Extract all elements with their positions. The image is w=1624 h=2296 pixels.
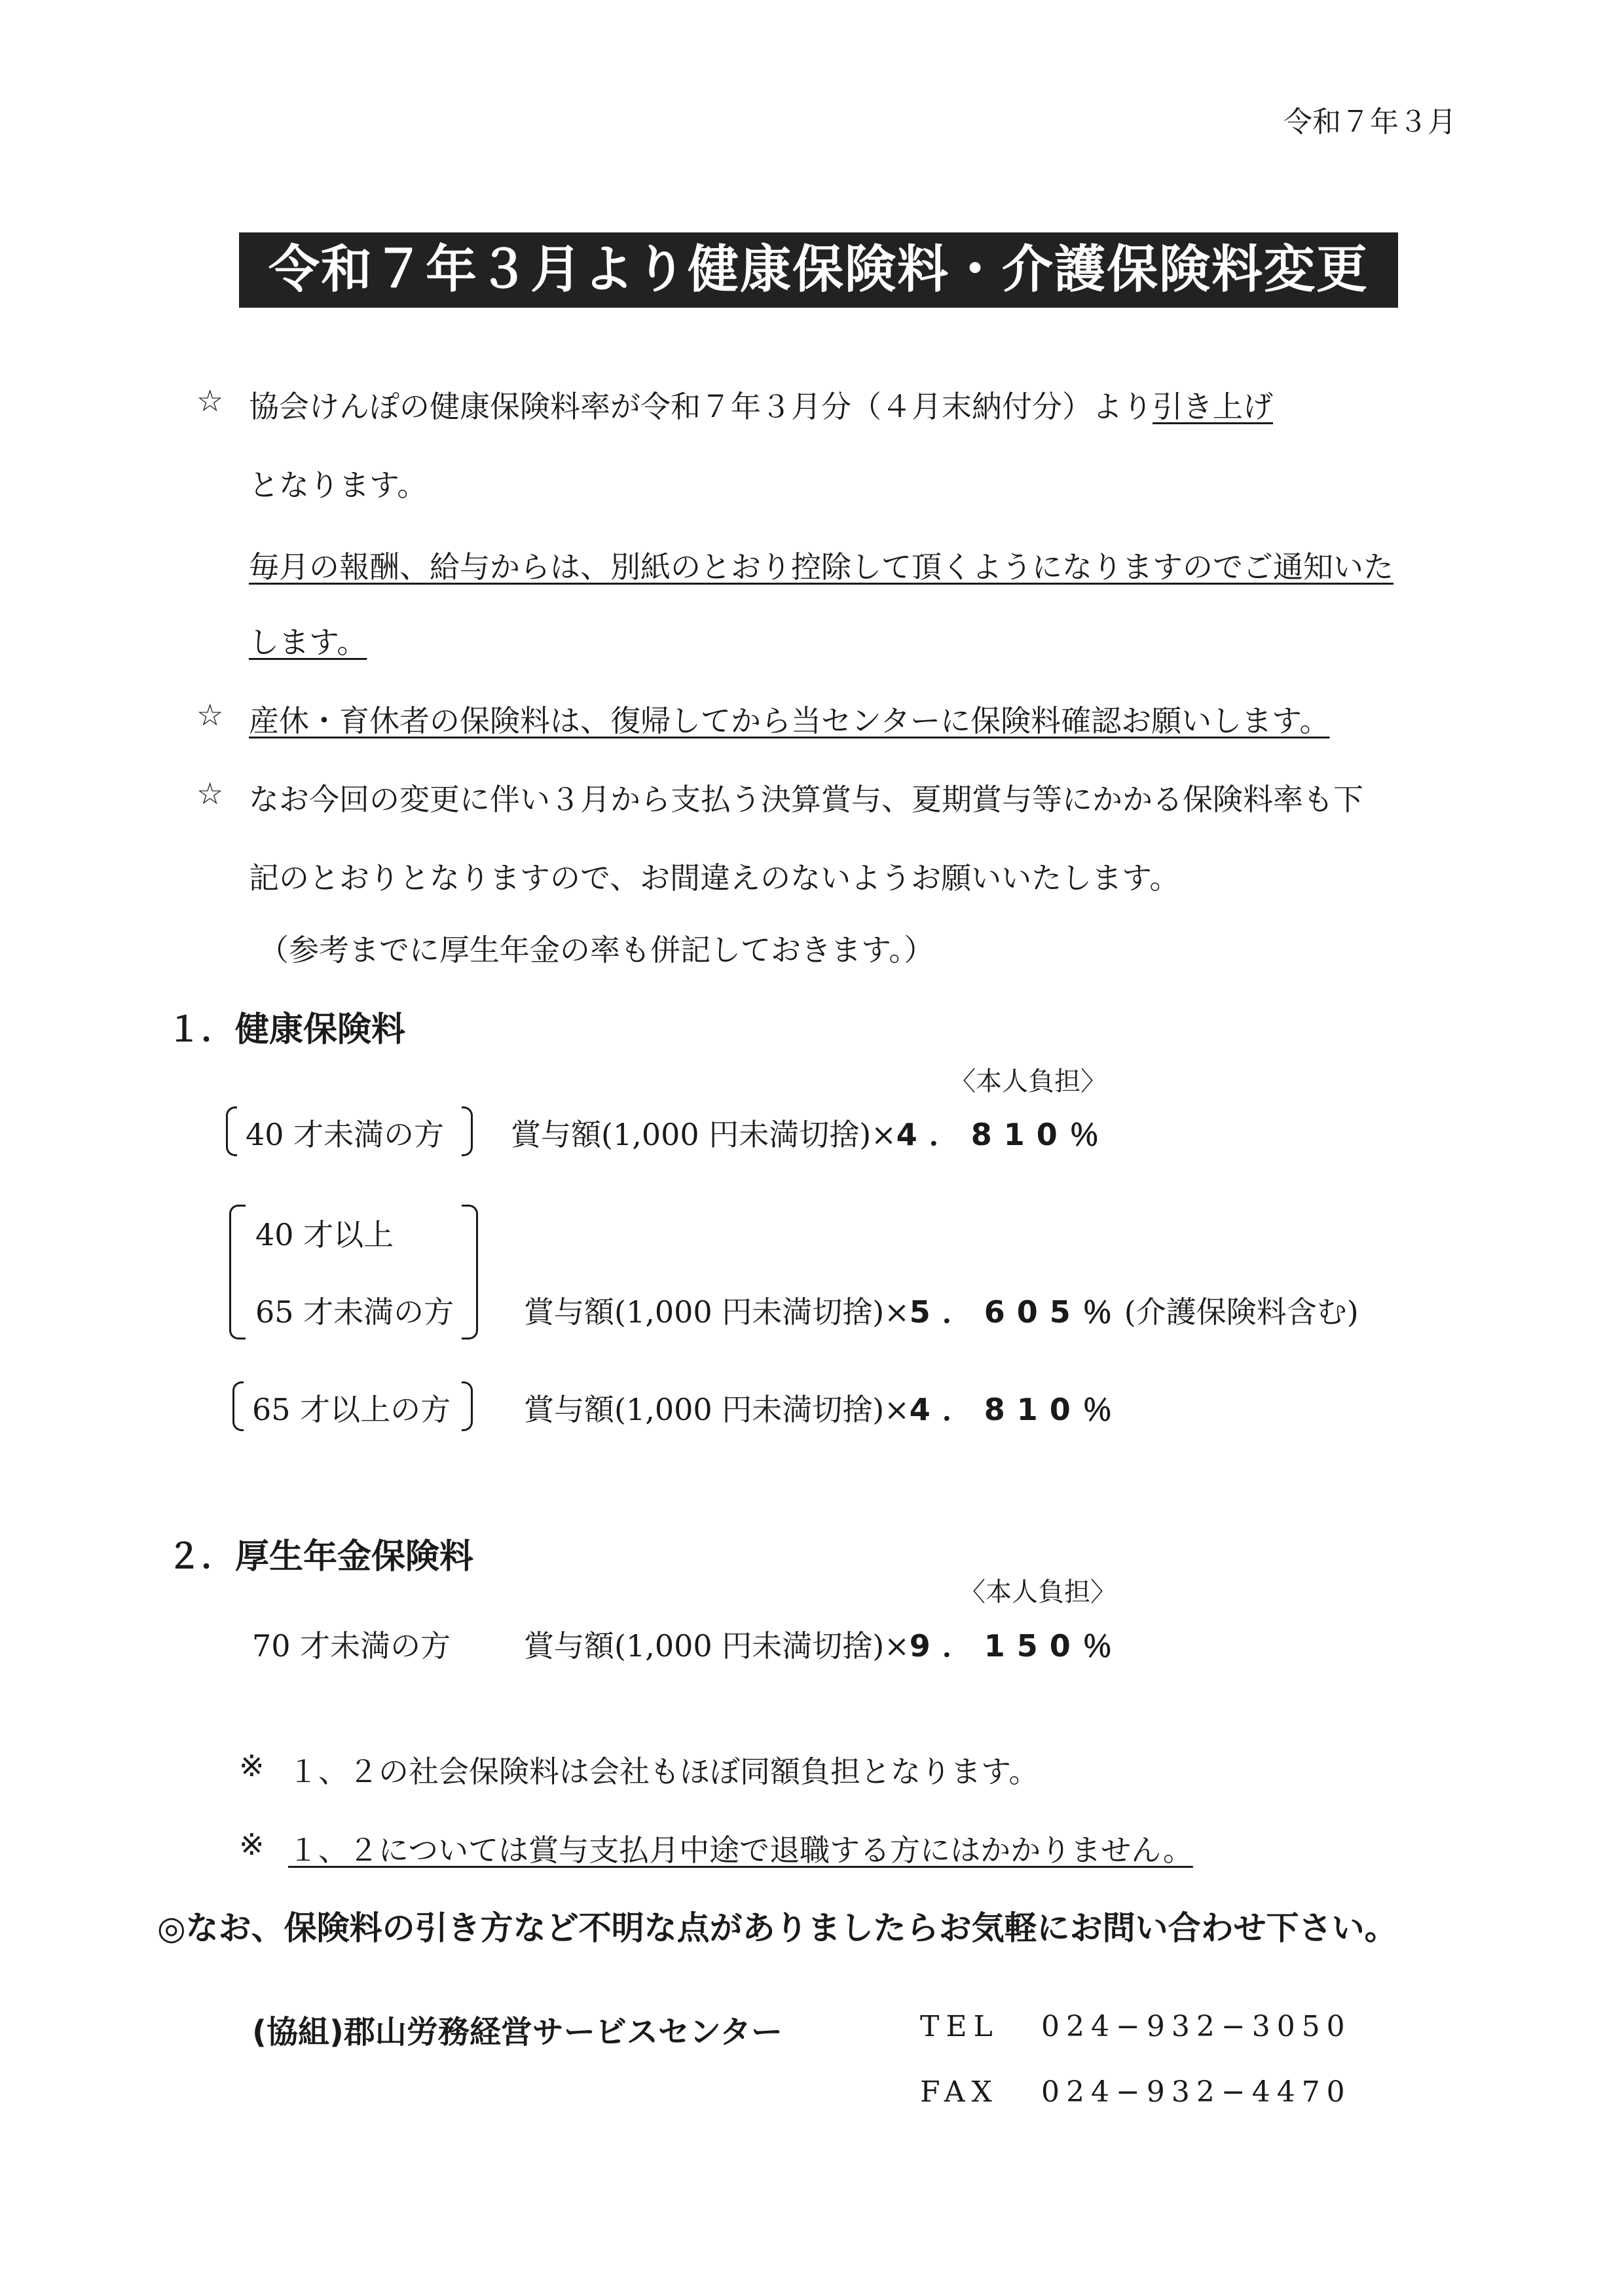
document-title: 令和７年３月より健康保険料・介護保険料変更 bbox=[239, 232, 1398, 308]
note-mark: ※ bbox=[239, 1748, 265, 1783]
section2-rate: 9．150％ bbox=[909, 1628, 1124, 1664]
star-bullet-icon: ☆ bbox=[196, 697, 224, 733]
row3-formula bbox=[524, 1386, 1124, 1429]
document-date: 令和７年３月 bbox=[1283, 105, 1456, 139]
bullet1-line1 bbox=[249, 383, 1273, 426]
bullet3-line3: （参考までに厚生年金の率も併記しておきます。） bbox=[259, 932, 934, 968]
note-mark: ※ bbox=[239, 1827, 265, 1862]
left-bracket bbox=[232, 1381, 244, 1431]
row2-note: (介護保険料含む) bbox=[1124, 1294, 1359, 1330]
tel-label: TEL bbox=[920, 2010, 999, 2043]
star-bullet-icon: ☆ bbox=[196, 776, 224, 811]
row2-age-group-line1: 40 才以上 bbox=[255, 1217, 394, 1252]
row1-formula-text: 賞与額(1,000 円未満切捨)× bbox=[511, 1117, 896, 1152]
tel-number: 024−932−3050 bbox=[1041, 2010, 1352, 2043]
fax-label: FAX bbox=[920, 2075, 999, 2109]
right-bracket bbox=[462, 1381, 473, 1431]
left-bracket bbox=[229, 1205, 246, 1339]
section2-formula bbox=[524, 1622, 1124, 1666]
row2-rate: 5．605％ bbox=[909, 1294, 1124, 1330]
section1-heading: １．健康保険料 bbox=[167, 1010, 406, 1049]
bullet1-line3: 毎月の報酬、給与からは、別紙のとおり控除して頂くようになりますのでご通知いた bbox=[249, 549, 1393, 585]
star-bullet-icon: ☆ bbox=[196, 383, 224, 418]
closing-note: ◎なお、保険料の引き方など不明な点がありましたらお気軽にお問い合わせ下さい。 bbox=[157, 1909, 1397, 1947]
note2-text: １、２については賞与支払月中途で退職する方にはかかりません。 bbox=[288, 1832, 1193, 1868]
fax-number: 024−932−4470 bbox=[1041, 2075, 1352, 2109]
bullet3-line2: 記のとおりとなりますので、お間違えのないようお願いいたします。 bbox=[249, 860, 1180, 896]
bullet1-line1-text: 協会けんぽの健康保険料率が令和７年３月分（４月末納付分）より bbox=[249, 389, 1153, 424]
bullet3-line1: なお今回の変更に伴い３月から支払う決算賞与、夏期賞与等にかかる保険料率も下 bbox=[249, 782, 1363, 817]
row1-rate: 4．810％ bbox=[896, 1117, 1111, 1152]
note1-text: １、２の社会保険料は会社もほぼ同額負担となります。 bbox=[288, 1754, 1039, 1789]
section1-burden-label: 〈本人負担〉 bbox=[950, 1066, 1107, 1097]
bullet1-raise-text: 引き上げ bbox=[1153, 389, 1273, 424]
section2-age-group: 70 才未満の方 bbox=[252, 1628, 451, 1664]
row3-formula-text: 賞与額(1,000 円未満切捨)× bbox=[524, 1392, 910, 1427]
organization-name: (協組)郡山労務経営サービスセンター bbox=[252, 2014, 783, 2050]
row2-formula-text: 賞与額(1,000 円未満切捨)× bbox=[524, 1294, 910, 1330]
right-bracket bbox=[462, 1106, 473, 1156]
bullet2-text: 産休・育休者の保険料は、復帰してから当センターに保険料確認お願いします。 bbox=[249, 703, 1330, 738]
section2-formula-text: 賞与額(1,000 円未満切捨)× bbox=[524, 1628, 910, 1664]
row1-age-group: 40 才未満の方 bbox=[246, 1117, 445, 1152]
section2-burden-label: 〈本人負担〉 bbox=[959, 1577, 1116, 1607]
row2-formula bbox=[524, 1288, 1359, 1332]
row3-age-group: 65 才以上の方 bbox=[252, 1392, 451, 1427]
bullet1-line4: します。 bbox=[249, 625, 367, 660]
row3-rate: 4．810％ bbox=[909, 1392, 1124, 1427]
section2-heading: ２．厚生年金保険料 bbox=[167, 1537, 474, 1576]
bullet1-line2: となります。 bbox=[249, 467, 428, 503]
row1-formula bbox=[511, 1111, 1111, 1154]
left-bracket bbox=[226, 1106, 237, 1156]
row2-age-group-line2: 65 才未満の方 bbox=[255, 1294, 454, 1330]
right-bracket bbox=[462, 1205, 478, 1339]
